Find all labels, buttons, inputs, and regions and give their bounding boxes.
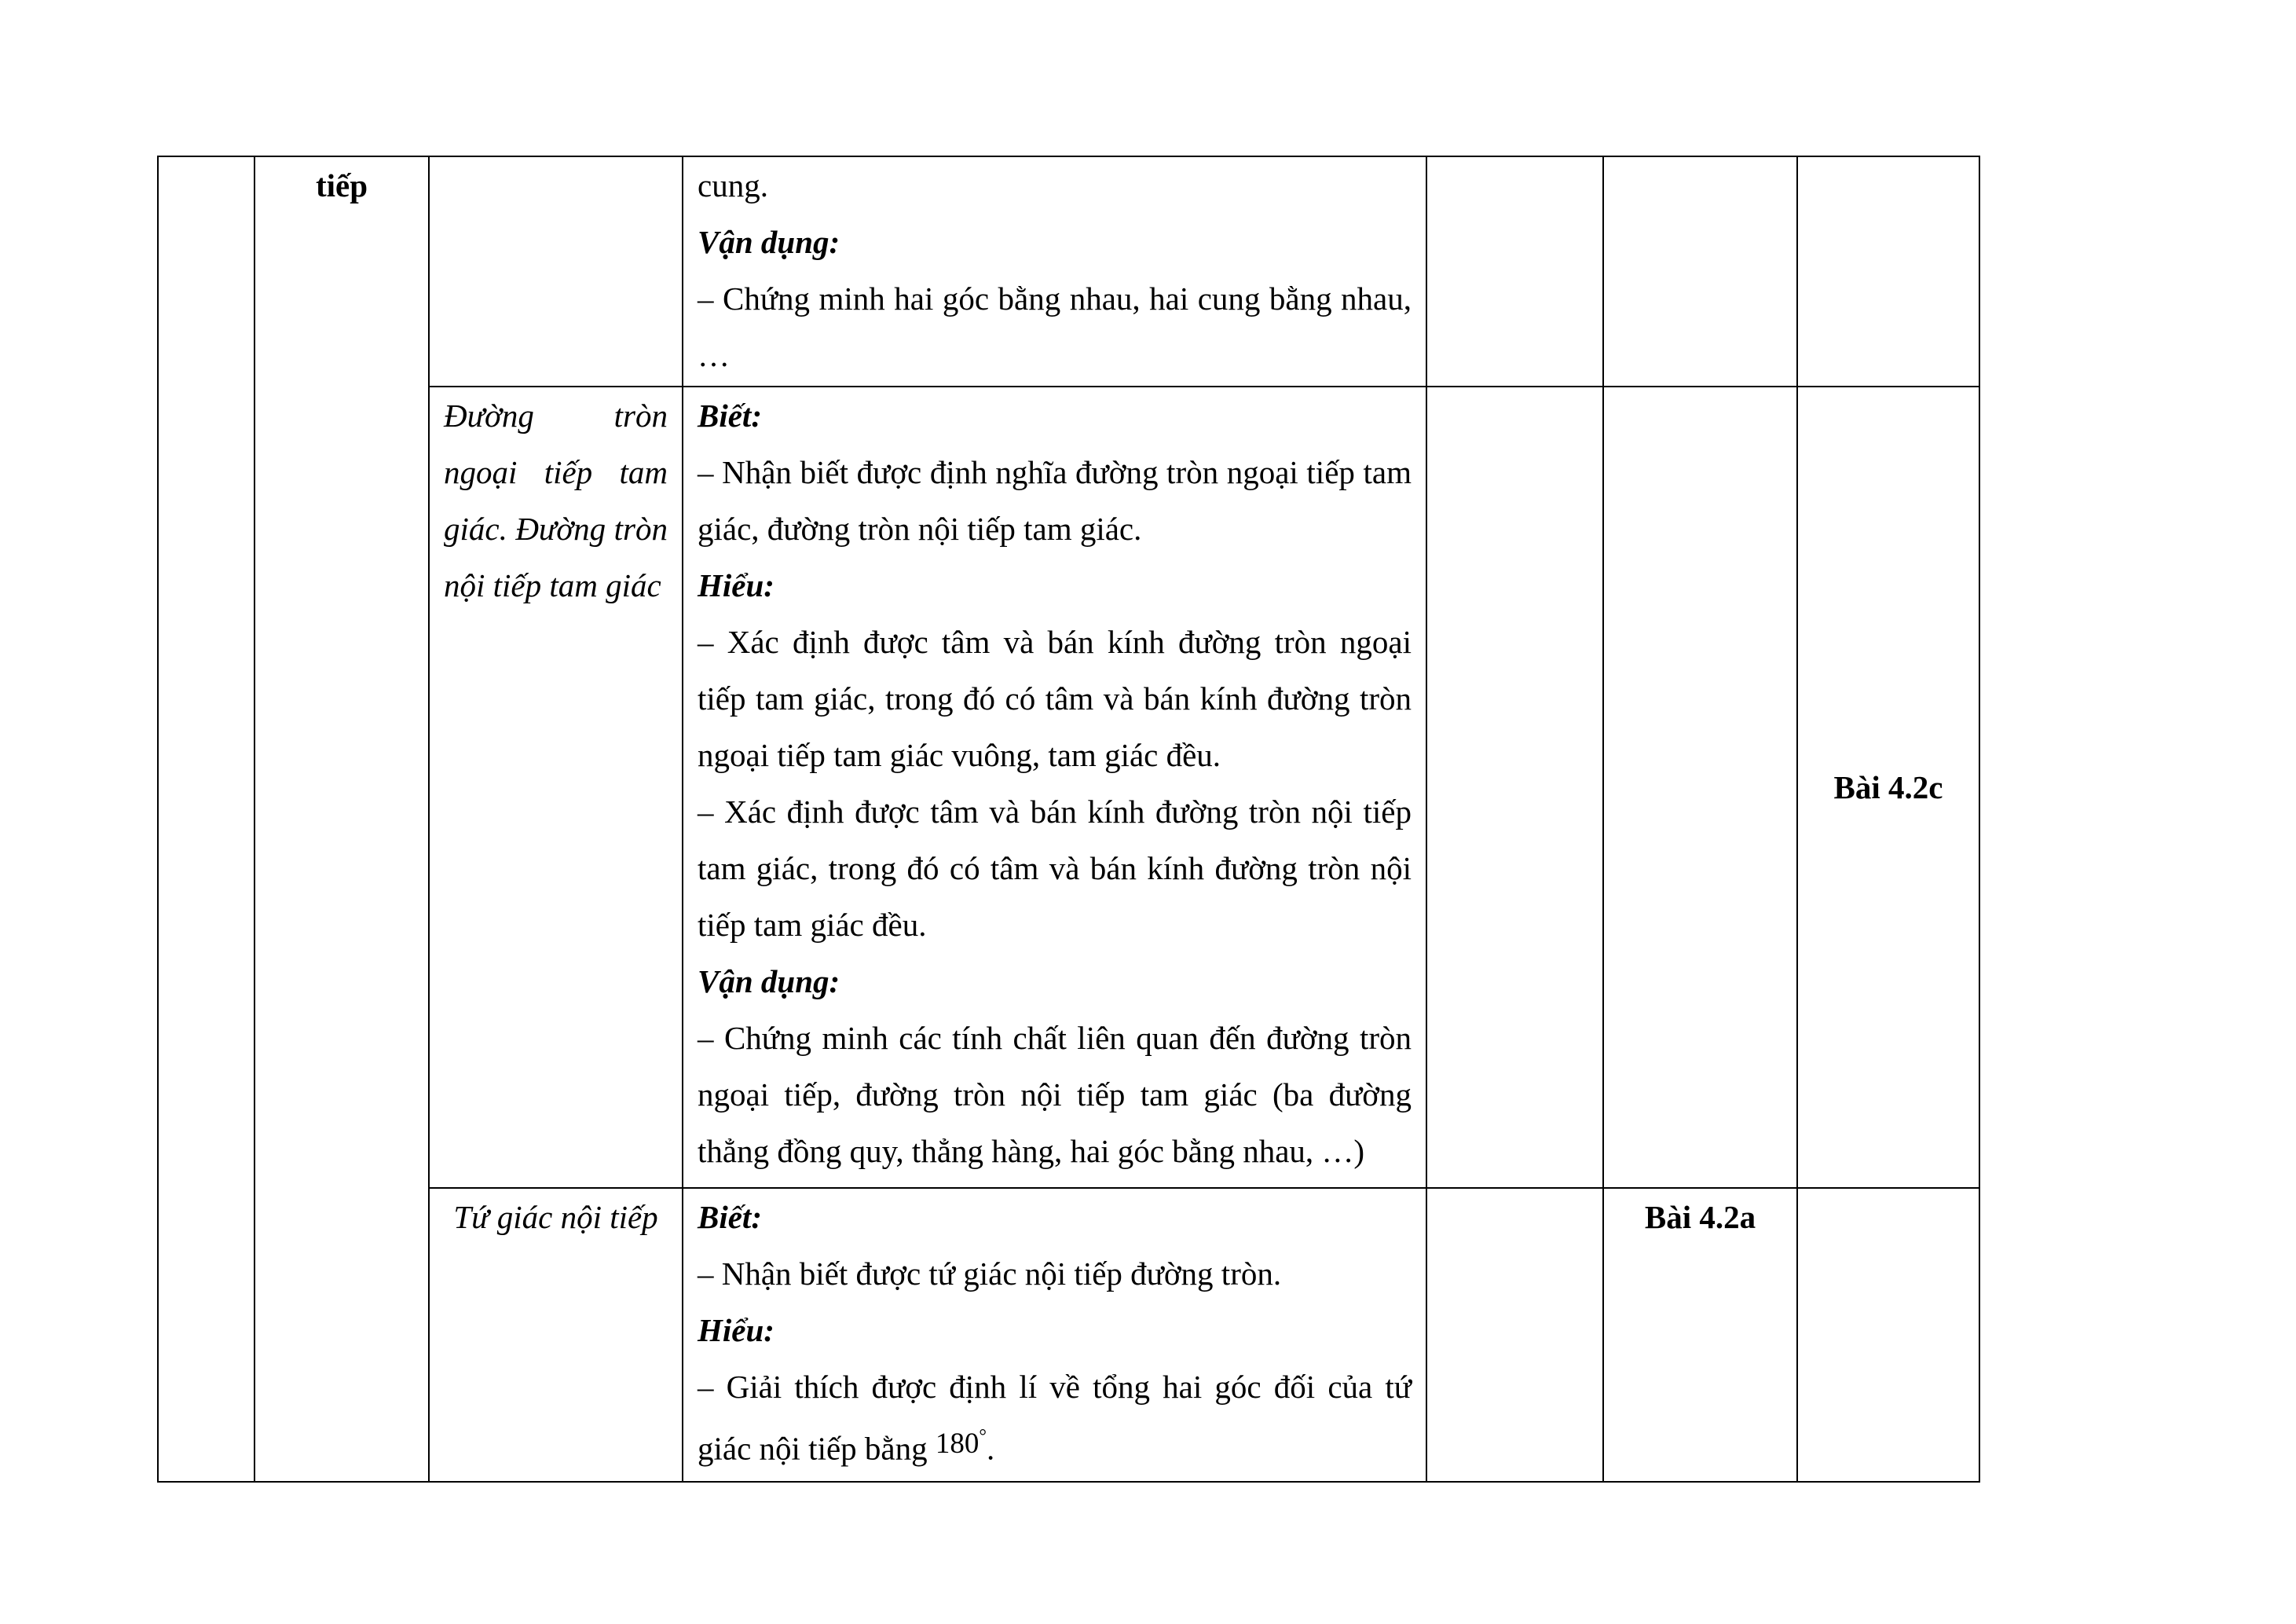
content-text: cung.	[698, 167, 768, 203]
content-cell	[683, 387, 1426, 1188]
content-text: – Giải thích được định lí về tổng hai góc đối của tứ giác nội tiếp bằng 180°.	[698, 1369, 1412, 1467]
topic-cell	[429, 156, 683, 387]
index-cell	[158, 156, 255, 1482]
answer-cell	[1603, 1188, 1797, 1482]
level-label: Vận dụng:	[698, 963, 840, 999]
answer-cell	[1797, 1188, 1979, 1482]
level-label: Biết:	[698, 398, 762, 434]
content-cell	[683, 156, 1426, 387]
topic-label: Đường tròn ngoại tiếp tam giác. Đường tròn nội tiếp tam giác	[444, 398, 668, 603]
topic-cell	[429, 387, 683, 1188]
table-row	[158, 156, 1979, 387]
exercise-ref: Bài 4.2c	[1833, 769, 1943, 805]
answer-cell	[1603, 387, 1797, 1188]
chapter-label: tiếp	[315, 167, 368, 203]
exercise-ref: Bài 4.2a	[1644, 1199, 1756, 1235]
chapter-cell	[255, 156, 429, 1482]
content-cell	[683, 1188, 1426, 1482]
table-row	[158, 1188, 1979, 1482]
content-text: – Nhận biết được tứ giác nội tiếp đường tròn.	[698, 1256, 1282, 1292]
content-text: – Xác định được tâm và bán kính đường tròn nội tiếp tam giác, trong đó có tâm và bán kính đường tròn nội tiếp tam giác đều.	[698, 794, 1412, 943]
answer-cell	[1426, 1188, 1603, 1482]
level-label: Biết:	[698, 1199, 762, 1235]
answer-cell	[1426, 156, 1603, 387]
content-text: – Chứng minh hai góc bằng nhau, hai cung bằng nhau, …	[698, 280, 1412, 373]
content-text: – Chứng minh các tính chất liên quan đến đường tròn ngoại tiếp, đường tròn nội tiếp tam giác (ba đường thẳng đồng quy, thẳng hàng, hai góc bằng nhau, …)	[698, 1020, 1412, 1169]
topic-label: Tứ giác nội tiếp	[453, 1199, 658, 1235]
answer-cell	[1797, 156, 1979, 387]
content-text: – Nhận biết được định nghĩa đường tròn ngoại tiếp tam giác, đường tròn nội tiếp tam giác.	[698, 454, 1412, 547]
answer-cell	[1797, 387, 1979, 1188]
level-label: Hiểu:	[698, 567, 774, 603]
specification-table	[157, 156, 1980, 1483]
level-label: Vận dụng:	[698, 224, 840, 260]
answer-cell	[1426, 387, 1603, 1188]
level-label: Hiểu:	[698, 1312, 774, 1348]
answer-cell	[1603, 156, 1797, 387]
table-row	[158, 387, 1979, 1188]
topic-cell	[429, 1188, 683, 1482]
degree-value: 180°	[935, 1427, 987, 1461]
content-text: – Xác định được tâm và bán kính đường tròn ngoại tiếp tam giác, trong đó có tâm và bán kính đường tròn ngoại tiếp tam giác vuông, tam giác đều.	[698, 624, 1412, 773]
